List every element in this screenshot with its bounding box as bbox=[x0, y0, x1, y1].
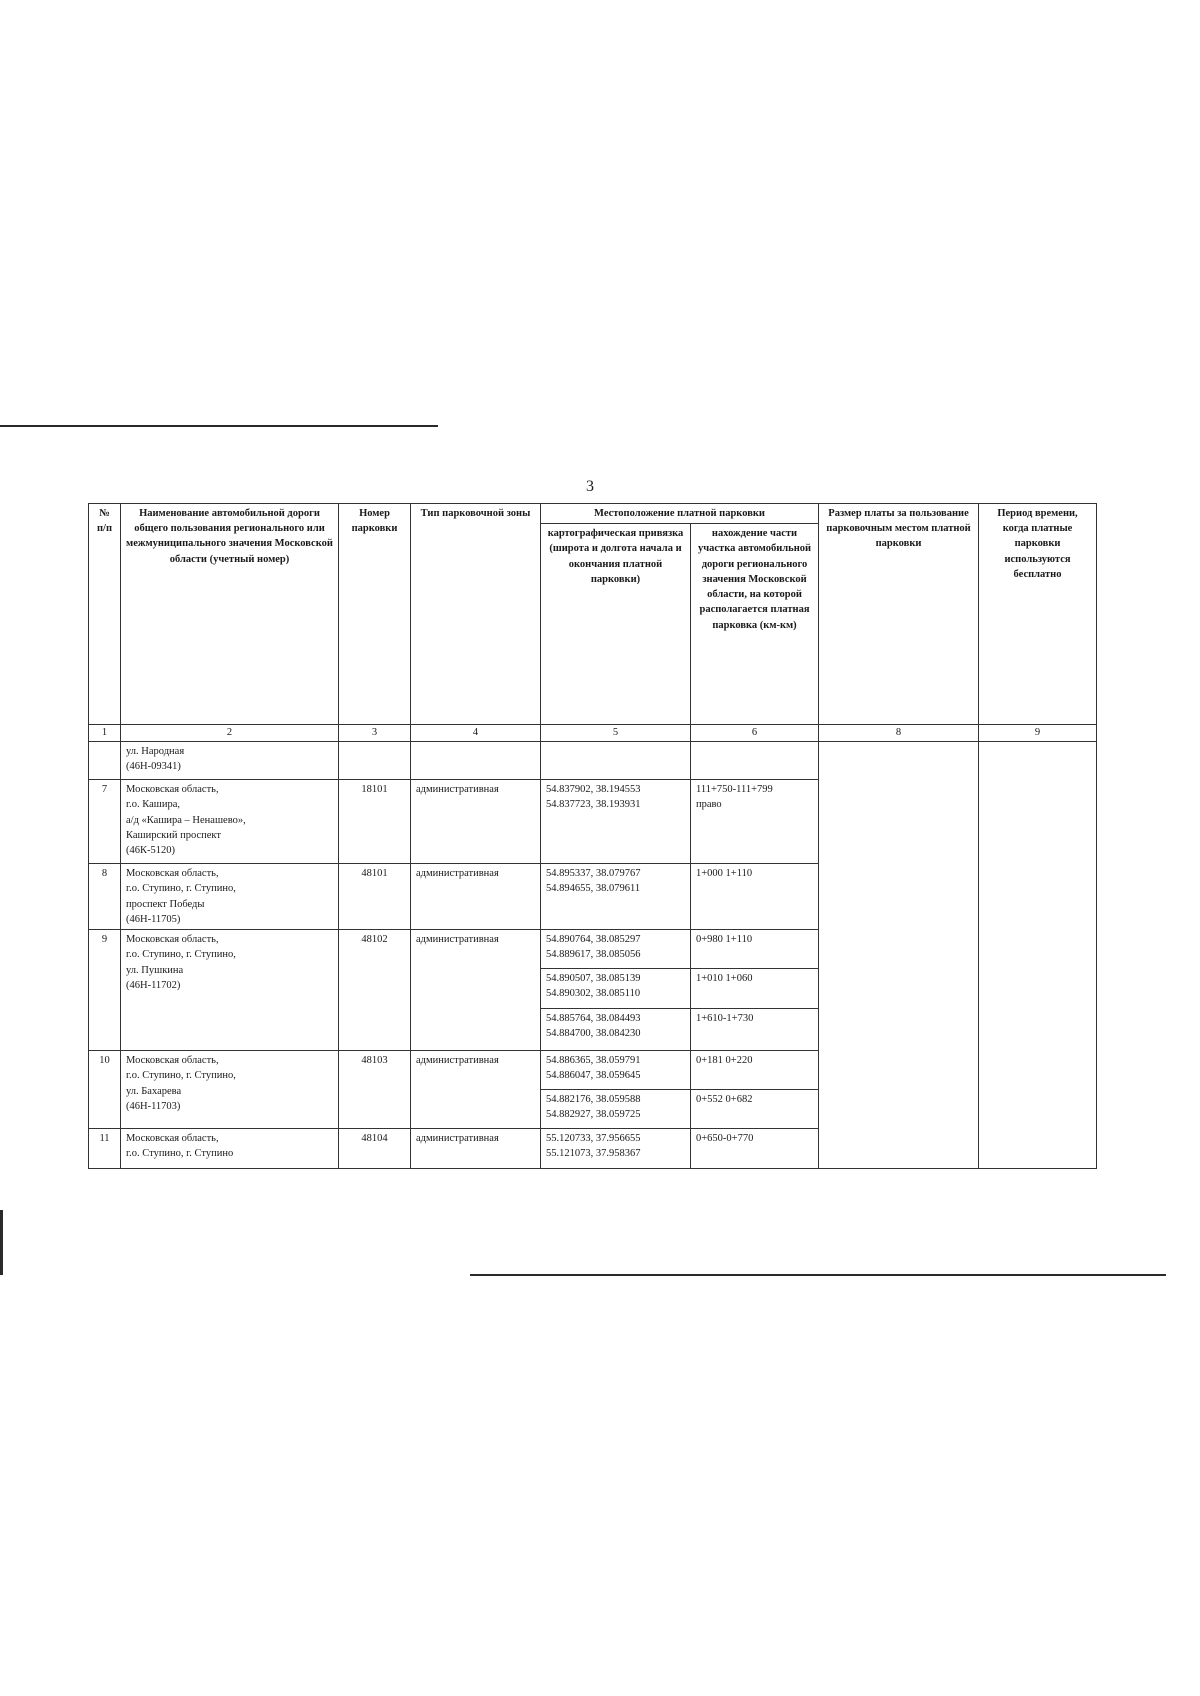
header-zone-type: Тип парковочной зоны bbox=[411, 504, 541, 725]
coords-line: 54.890764, 38.085297 bbox=[546, 934, 641, 946]
coords-line: 54.882176, 38.059588 bbox=[546, 1094, 641, 1106]
road-name-line: а/д «Кашира – Ненашево», bbox=[126, 814, 246, 826]
colnum-5: 5 bbox=[541, 725, 691, 742]
colnum-3: 3 bbox=[339, 725, 411, 742]
header-row-1 bbox=[89, 504, 1097, 524]
coords-line: 54.895337, 38.079767 bbox=[546, 868, 641, 880]
road-name-line: г.о. Ступино, г. Ступино, bbox=[126, 1070, 236, 1082]
zone-type-cell: административная bbox=[411, 780, 541, 864]
km-segment-cell bbox=[691, 1051, 819, 1090]
km-segment-cell bbox=[691, 930, 819, 969]
colnum-1: 1 bbox=[89, 725, 121, 742]
km-segment-cell bbox=[691, 864, 819, 930]
coords-cell bbox=[541, 742, 691, 780]
road-name-line: Каширский проспект bbox=[126, 829, 221, 841]
parking-table bbox=[88, 503, 1097, 1169]
road-name-line: Московская область, bbox=[126, 1055, 219, 1067]
km-segment-cell bbox=[691, 780, 819, 864]
km-segment-cell bbox=[691, 742, 819, 780]
bottom-rule-line bbox=[470, 1274, 1166, 1276]
header-coords: картографическая привязка (широта и долгота начала и окончания платной парковки) bbox=[541, 524, 691, 725]
coords-cell bbox=[541, 1090, 691, 1129]
coords-line: 54.890507, 38.085139 bbox=[546, 973, 641, 985]
road-name-cell bbox=[121, 1129, 339, 1169]
road-name-line: (46Н-11703) bbox=[126, 1100, 181, 1112]
table-body bbox=[89, 742, 1097, 1169]
coords-line: 55.121073, 37.958367 bbox=[546, 1148, 641, 1160]
road-name-line: Московская область, bbox=[126, 868, 219, 880]
road-name-line: ул. Бахарева bbox=[126, 1085, 182, 1097]
coords-line: 54.837723, 38.193931 bbox=[546, 799, 641, 811]
row-number: 7 bbox=[89, 780, 121, 864]
colnum-2: 2 bbox=[121, 725, 339, 742]
table-row bbox=[89, 742, 1097, 780]
coords-line: 54.889617, 38.085056 bbox=[546, 949, 641, 961]
km-segment-line: 111+750-111+799 bbox=[696, 784, 773, 796]
km-segment-line: 0+650-0+770 bbox=[696, 1133, 754, 1145]
top-rule-line bbox=[0, 425, 438, 427]
road-name-line: Московская область, bbox=[126, 1133, 219, 1145]
row-number: 11 bbox=[89, 1129, 121, 1169]
coords-cell bbox=[541, 1009, 691, 1051]
road-name-line: (46Н-11702) bbox=[126, 979, 181, 991]
zone-type-cell: административная bbox=[411, 1129, 541, 1169]
km-segment-line: 1+010 1+060 bbox=[696, 973, 753, 985]
parking-number-cell: 48103 bbox=[339, 1051, 411, 1129]
header-no: № п/п bbox=[89, 504, 121, 725]
road-name-cell bbox=[121, 930, 339, 1051]
header-location: Местоположение платной парковки bbox=[541, 504, 819, 524]
km-segment-line: 1+610-1+730 bbox=[696, 1013, 754, 1025]
km-segment-line: 0+980 1+110 bbox=[696, 934, 753, 946]
header-free-period: Период времени, когда платные парковки используются бесплатно bbox=[979, 504, 1097, 725]
fee-cell bbox=[819, 742, 979, 1169]
km-segment-cell bbox=[691, 1129, 819, 1169]
road-name-line: Московская область, bbox=[126, 784, 219, 796]
colnum-8: 8 bbox=[819, 725, 979, 742]
row-number bbox=[89, 742, 121, 780]
road-name-line: ул. Народная bbox=[126, 746, 185, 758]
km-segment-line: 1+000 1+110 bbox=[696, 868, 753, 880]
coords-line: 54.886047, 38.059645 bbox=[546, 1070, 641, 1082]
road-name-cell bbox=[121, 1051, 339, 1129]
free-period-cell bbox=[979, 742, 1097, 1169]
km-segment-cell bbox=[691, 969, 819, 1009]
coords-line: 54.890302, 38.085110 bbox=[546, 988, 641, 1000]
parking-number-cell: 48101 bbox=[339, 864, 411, 930]
km-segment-line: право bbox=[696, 799, 722, 811]
road-name-line: Московская область, bbox=[126, 934, 219, 946]
parking-number-cell: 48104 bbox=[339, 1129, 411, 1169]
coords-line: 54.837902, 38.194553 bbox=[546, 784, 641, 796]
coords-cell bbox=[541, 1129, 691, 1169]
km-segment-line: 0+552 0+682 bbox=[696, 1094, 753, 1106]
parking-number-cell: 48102 bbox=[339, 930, 411, 1051]
road-name-line: ул. Пушкина bbox=[126, 964, 184, 976]
coords-cell bbox=[541, 864, 691, 930]
page-number: 3 bbox=[586, 478, 594, 495]
header-segment: нахождение части участка автомобильной дороги регионального значения Московской области, на которой располагается платная парковка (км-км) bbox=[691, 524, 819, 725]
row-number: 9 bbox=[89, 930, 121, 1051]
coords-cell bbox=[541, 1051, 691, 1090]
coords-cell bbox=[541, 780, 691, 864]
road-name-cell bbox=[121, 864, 339, 930]
zone-type-cell bbox=[411, 742, 541, 780]
header-road: Наименование автомобильной дороги общего пользования регионального или межмуниципального значения Московской области (учетный номер) bbox=[121, 504, 339, 725]
road-name-cell bbox=[121, 780, 339, 864]
header-fee: Размер платы за пользование парковочным местом платной парковки bbox=[819, 504, 979, 725]
colnum-9: 9 bbox=[979, 725, 1097, 742]
coords-line: 55.120733, 37.956655 bbox=[546, 1133, 641, 1145]
coords-line: 54.885764, 38.084493 bbox=[546, 1013, 641, 1025]
coords-line: 54.894655, 38.079611 bbox=[546, 883, 641, 895]
coords-line: 54.882927, 38.059725 bbox=[546, 1109, 641, 1121]
km-segment-line: 0+181 0+220 bbox=[696, 1055, 753, 1067]
header-parking-no: Номер парковки bbox=[339, 504, 411, 725]
road-name-line: (46Н-09341) bbox=[126, 761, 181, 773]
row-number: 8 bbox=[89, 864, 121, 930]
colnum-4: 4 bbox=[411, 725, 541, 742]
road-name-line: г.о. Ступино, г. Ступино, bbox=[126, 949, 236, 961]
coords-cell bbox=[541, 930, 691, 969]
parking-number-cell: 18101 bbox=[339, 780, 411, 864]
zone-type-cell: административная bbox=[411, 930, 541, 1051]
colnum-6: 6 bbox=[691, 725, 819, 742]
column-number-row bbox=[89, 725, 1097, 742]
road-name-line: (46Н-11705) bbox=[126, 913, 181, 925]
parking-number-cell bbox=[339, 742, 411, 780]
zone-type-cell: административная bbox=[411, 864, 541, 930]
road-name-line: г.о. Ступино, г. Ступино bbox=[126, 1148, 234, 1160]
road-name-line: г.о. Кашира, bbox=[126, 799, 181, 811]
road-name-cell bbox=[121, 742, 339, 780]
zone-type-cell: административная bbox=[411, 1051, 541, 1129]
km-segment-cell bbox=[691, 1009, 819, 1051]
row-number: 10 bbox=[89, 1051, 121, 1129]
coords-line: 54.886365, 38.059791 bbox=[546, 1055, 641, 1067]
road-name-line: проспект Победы bbox=[126, 898, 205, 910]
road-name-line: г.о. Ступино, г. Ступино, bbox=[126, 883, 236, 895]
km-segment-cell bbox=[691, 1090, 819, 1129]
coords-cell bbox=[541, 969, 691, 1009]
left-edge-line bbox=[0, 1210, 3, 1275]
road-name-line: (46К-5120) bbox=[126, 845, 175, 857]
coords-line: 54.884700, 38.084230 bbox=[546, 1028, 641, 1040]
